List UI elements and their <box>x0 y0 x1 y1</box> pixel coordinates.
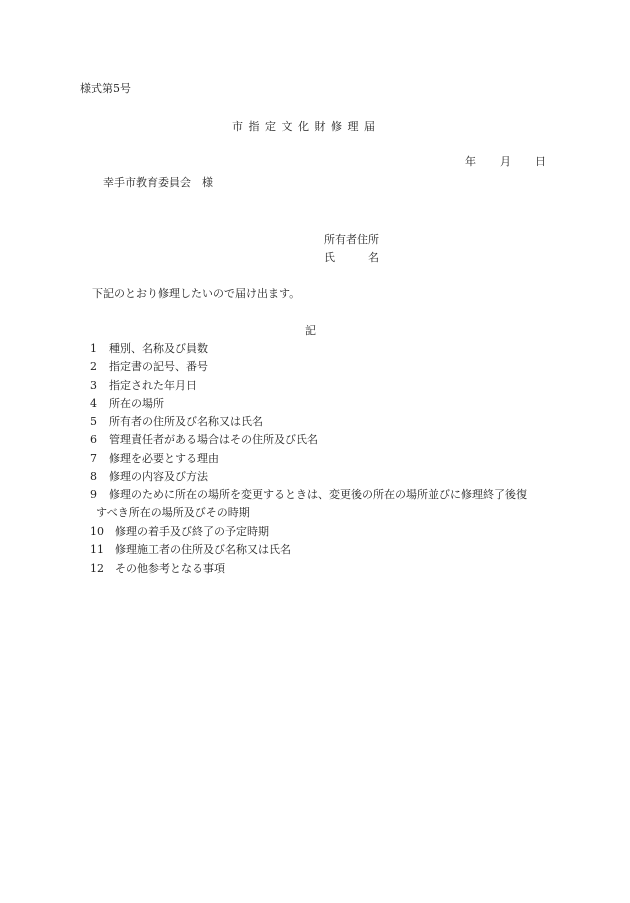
list-item <box>90 526 527 544</box>
owner-name-label: 氏 名 <box>324 251 379 264</box>
item-number: 9 <box>90 488 97 502</box>
form-number: 様式第5号 <box>80 82 131 95</box>
item-number: 3 <box>90 378 97 392</box>
item-number: 8 <box>90 470 97 484</box>
item-text: 管理責任者がある場合はその住所及び氏名 <box>109 433 318 447</box>
list-item <box>90 398 527 416</box>
date-line <box>465 156 546 167</box>
list-item <box>90 544 527 562</box>
list-item <box>90 380 527 398</box>
item-number: 2 <box>90 360 97 374</box>
item-text: 修理のために所在の場所を変更するときは、変更後の所在の場所並びに修理終了後復 <box>109 488 527 502</box>
item-text: 修理施工者の住所及び名称又は氏名 <box>115 543 291 557</box>
document-title: 市 指 定 文 化 財 修 理 届 <box>232 120 376 133</box>
item-text: 指定された年月日 <box>109 378 197 392</box>
list-item <box>90 563 527 581</box>
item-text: 所在の場所 <box>109 396 164 410</box>
item-text: 修理を必要とする理由 <box>109 451 219 465</box>
item-text: 修理の内容及び方法 <box>109 470 208 484</box>
list-item <box>90 471 527 489</box>
items-list <box>90 343 527 581</box>
item-number: 7 <box>90 451 97 465</box>
item-number: 11 <box>90 543 104 557</box>
item-number: 12 <box>90 561 104 575</box>
item-text: 種別、名称及び員数 <box>109 342 208 355</box>
list-item <box>90 416 527 434</box>
item-number: 1 <box>90 342 97 355</box>
date-day-label: 日 <box>535 155 546 168</box>
item-number: 6 <box>90 433 97 447</box>
list-item <box>90 434 527 452</box>
item-text: 所有者の住所及び名称又は氏名 <box>109 415 263 429</box>
item-number: 4 <box>90 396 97 410</box>
list-item <box>90 361 527 379</box>
item-text: 指定書の記号、番号 <box>109 360 208 374</box>
item-number: 10 <box>90 524 104 538</box>
item-text-continuation: すべき所在の場所及びその時期 <box>96 506 250 520</box>
date-month-label: 月 <box>500 155 511 168</box>
item-text: その他参考となる事項 <box>115 561 225 575</box>
list-item <box>90 489 527 526</box>
addressee: 幸手市教育委員会 様 <box>103 176 213 189</box>
intro-statement: 下記のとおり修理したいので届け出ます。 <box>92 287 301 300</box>
list-item <box>90 453 527 471</box>
list-item <box>90 343 527 361</box>
ki-heading: 記 <box>305 324 316 337</box>
item-text: 修理の着手及び終了の予定時期 <box>115 524 269 538</box>
item-number: 5 <box>90 415 97 429</box>
date-year-label: 年 <box>465 155 476 168</box>
owner-block <box>324 231 379 267</box>
owner-address-label: 所有者住所 <box>324 233 379 246</box>
